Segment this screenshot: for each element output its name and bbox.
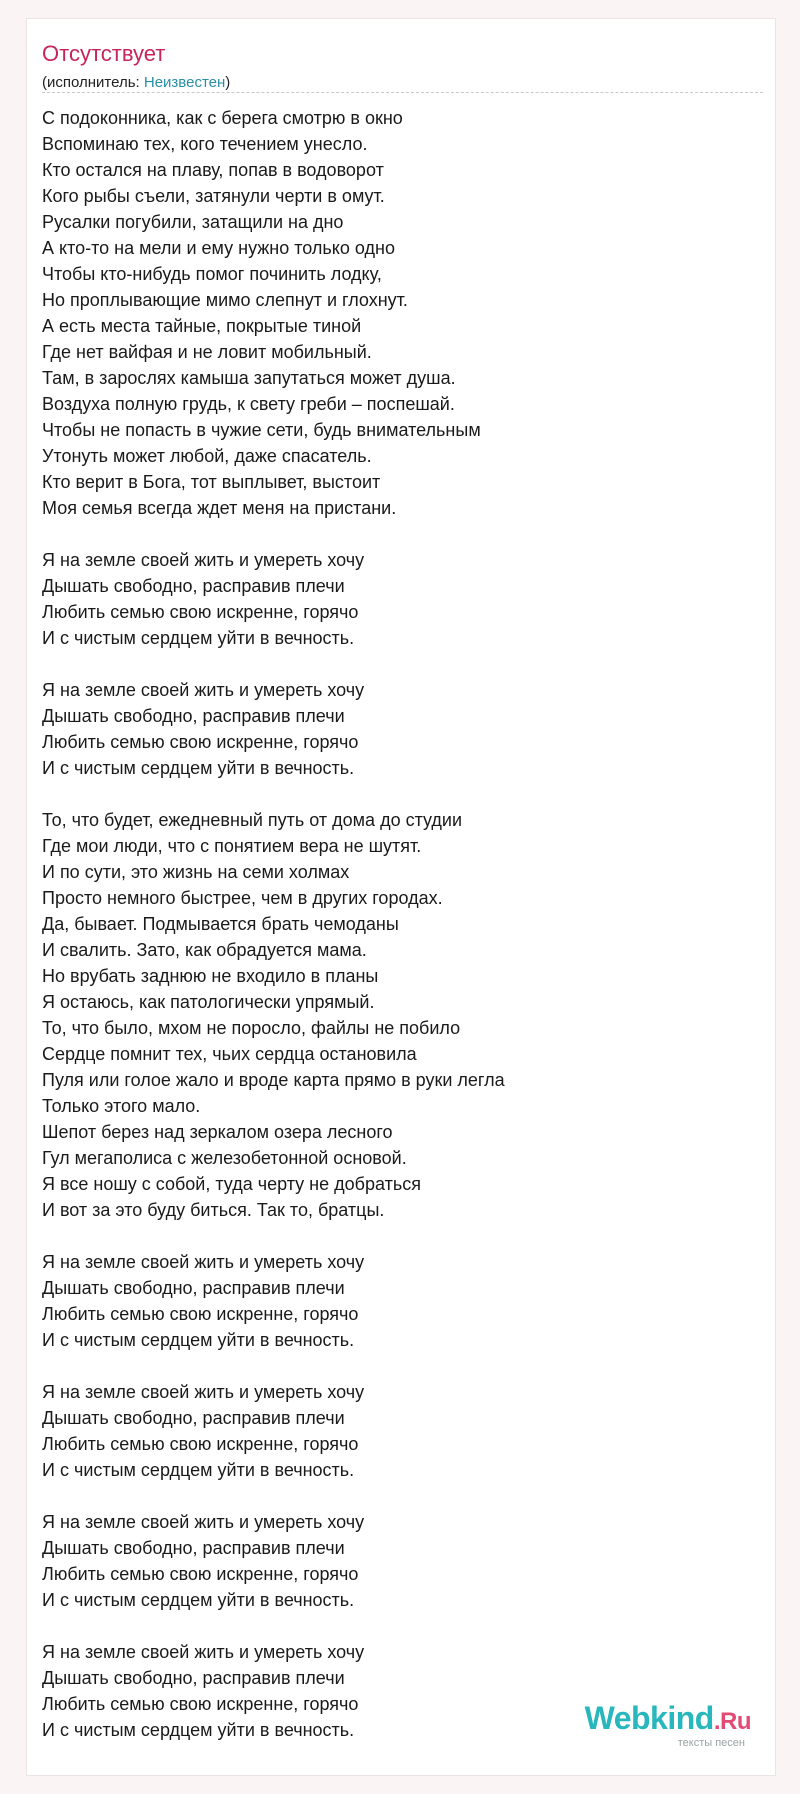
lyric-line: Я на земле своей жить и умереть хочу xyxy=(42,1252,365,1272)
lyric-line: Да, бывает. Подмывается брать чемоданы xyxy=(42,914,399,934)
lyric-line: Я на земле своей жить и умереть хочу xyxy=(42,1382,365,1402)
lyric-line: Моя семья всегда ждет меня на пристани. xyxy=(42,498,397,518)
lyrics-body xyxy=(42,105,742,1743)
lyrics-stanza xyxy=(42,1249,742,1353)
lyric-line: Любить семью свою искренне, горячо xyxy=(42,732,359,752)
lyric-line: И с чистым сердцем уйти в вечность. xyxy=(42,628,355,648)
lyric-line: Но проплывающие мимо слепнут и глохнут. xyxy=(42,290,408,310)
artist-suffix: ) xyxy=(225,74,231,91)
lyric-line: Любить семью свою искренне, горячо xyxy=(42,1434,359,1454)
lyric-line: Где мои люди, что с понятием вера не шутят. xyxy=(42,836,422,856)
logo-tld: .Ru xyxy=(713,1708,751,1735)
lyric-line: То, что будет, ежедневный путь от дома до студии xyxy=(42,810,463,830)
lyric-line: Любить семью свою искренне, горячо xyxy=(42,1694,359,1714)
stanza-gap xyxy=(42,1613,742,1639)
lyrics-stanza xyxy=(42,677,742,781)
lyric-line: И с чистым сердцем уйти в вечность. xyxy=(42,1590,355,1610)
lyric-line: Гул мегаполиса с железобетонной основой. xyxy=(42,1148,407,1168)
lyric-line: А кто-то на мели и ему нужно только одно xyxy=(42,238,395,258)
lyric-line: Воздуха полную грудь, к свету греби – поспешай. xyxy=(42,394,455,414)
lyric-line: Там, в зарослях камыша запутаться может душа. xyxy=(42,368,456,388)
lyric-line: Утонуть может любой, даже спасатель. xyxy=(42,446,372,466)
lyric-line: Только этого мало. xyxy=(42,1096,201,1116)
lyric-line: Я на земле своей жить и умереть хочу xyxy=(42,1642,365,1662)
lyric-line: И с чистым сердцем уйти в вечность. xyxy=(42,1720,355,1740)
logo-brand: Webkind xyxy=(584,1700,714,1736)
stanza-gap xyxy=(42,1223,742,1249)
lyric-line: Шепот берез над зеркалом озера лесного xyxy=(42,1122,393,1142)
lyrics-stanza xyxy=(42,807,742,1223)
lyric-line: Я на земле своей жить и умереть хочу xyxy=(42,550,365,570)
logo-tagline: тексты песен xyxy=(677,1737,745,1749)
lyric-line: Кто остался на плаву, попав в водоворот xyxy=(42,160,384,180)
lyric-line: Но врубать заднюю не входило в планы xyxy=(42,966,379,986)
lyric-line: Любить семью свою искренне, горячо xyxy=(42,602,359,622)
lyric-line: И с чистым сердцем уйти в вечность. xyxy=(42,1330,355,1350)
lyric-line: Дышать свободно, расправив плечи xyxy=(42,1668,345,1688)
stanza-gap xyxy=(42,651,742,677)
lyric-line: И с чистым сердцем уйти в вечность. xyxy=(42,758,355,778)
lyric-line: Вспоминаю тех, кого течением унесло. xyxy=(42,134,368,154)
lyric-line: И с чистым сердцем уйти в вечность. xyxy=(42,1460,355,1480)
site-logo[interactable] xyxy=(585,1701,751,1749)
logo-wordmark xyxy=(585,1701,751,1739)
lyrics-stanza xyxy=(42,1379,742,1483)
title-divider xyxy=(42,92,763,93)
lyric-line: И по сути, это жизнь на семи холмах xyxy=(42,862,350,882)
lyric-line: Дышать свободно, расправив плечи xyxy=(42,1278,345,1298)
lyric-line: Любить семью свою искренне, горячо xyxy=(42,1564,359,1584)
lyric-line: То, что было, мхом не поросло, файлы не побило xyxy=(42,1018,461,1038)
lyric-line: Сердце помнит тех, чьих сердца остановила xyxy=(42,1044,417,1064)
lyric-line: Просто немного быстрее, чем в других городах. xyxy=(42,888,443,908)
lyric-line: И свалить. Зато, как обрадуется мама. xyxy=(42,940,367,960)
lyric-line: Я на земле своей жить и умереть хочу xyxy=(42,1512,365,1532)
lyric-line: Я все ношу с собой, туда черту не добраться xyxy=(42,1174,421,1194)
lyric-line: Чтобы не попасть в чужие сети, будь внимательным xyxy=(42,420,481,440)
stanza-gap xyxy=(42,1353,742,1379)
artist-link[interactable]: Неизвестен xyxy=(143,74,226,91)
lyrics-stanza xyxy=(42,105,742,521)
lyric-line: Кто верит в Бога, тот выплывет, выстоит xyxy=(42,472,381,492)
stanza-gap xyxy=(42,781,742,807)
lyric-line: Любить семью свою искренне, горячо xyxy=(42,1304,359,1324)
lyrics-stanza xyxy=(42,547,742,651)
lyric-line: Я остаюсь, как патологически упрямый. xyxy=(42,992,375,1012)
lyric-line: Я на земле своей жить и умереть хочу xyxy=(42,680,365,700)
lyric-line: Дышать свободно, расправив плечи xyxy=(42,706,345,726)
lyric-line: Дышать свободно, расправив плечи xyxy=(42,1408,345,1428)
lyrics-card xyxy=(26,18,776,1776)
lyric-line: Кого рыбы съели, затянули черти в омут. xyxy=(42,186,385,206)
song-title: Отсутствует xyxy=(42,41,166,66)
lyric-line: Дышать свободно, расправив плечи xyxy=(42,576,345,596)
lyric-line: Дышать свободно, расправив плечи xyxy=(42,1538,345,1558)
lyrics-stanza xyxy=(42,1509,742,1613)
lyric-line: Где нет вайфая и не ловит мобильный. xyxy=(42,342,372,362)
lyric-line: Русалки погубили, затащили на дно xyxy=(42,212,344,232)
artist-line xyxy=(42,74,230,92)
lyric-line: С подоконника, как с берега смотрю в окно xyxy=(42,108,403,128)
stanza-gap xyxy=(42,1483,742,1509)
lyric-line: И вот за это буду биться. Так то, братцы. xyxy=(42,1200,385,1220)
artist-prefix: (исполнитель: xyxy=(42,74,144,91)
lyric-line: Чтобы кто-нибудь помог починить лодку, xyxy=(42,264,382,284)
lyric-line: А есть места тайные, покрытые тиной xyxy=(42,316,362,336)
lyric-line: Пуля или голое жало и вроде карта прямо в руки легла xyxy=(42,1070,505,1090)
stanza-gap xyxy=(42,521,742,547)
